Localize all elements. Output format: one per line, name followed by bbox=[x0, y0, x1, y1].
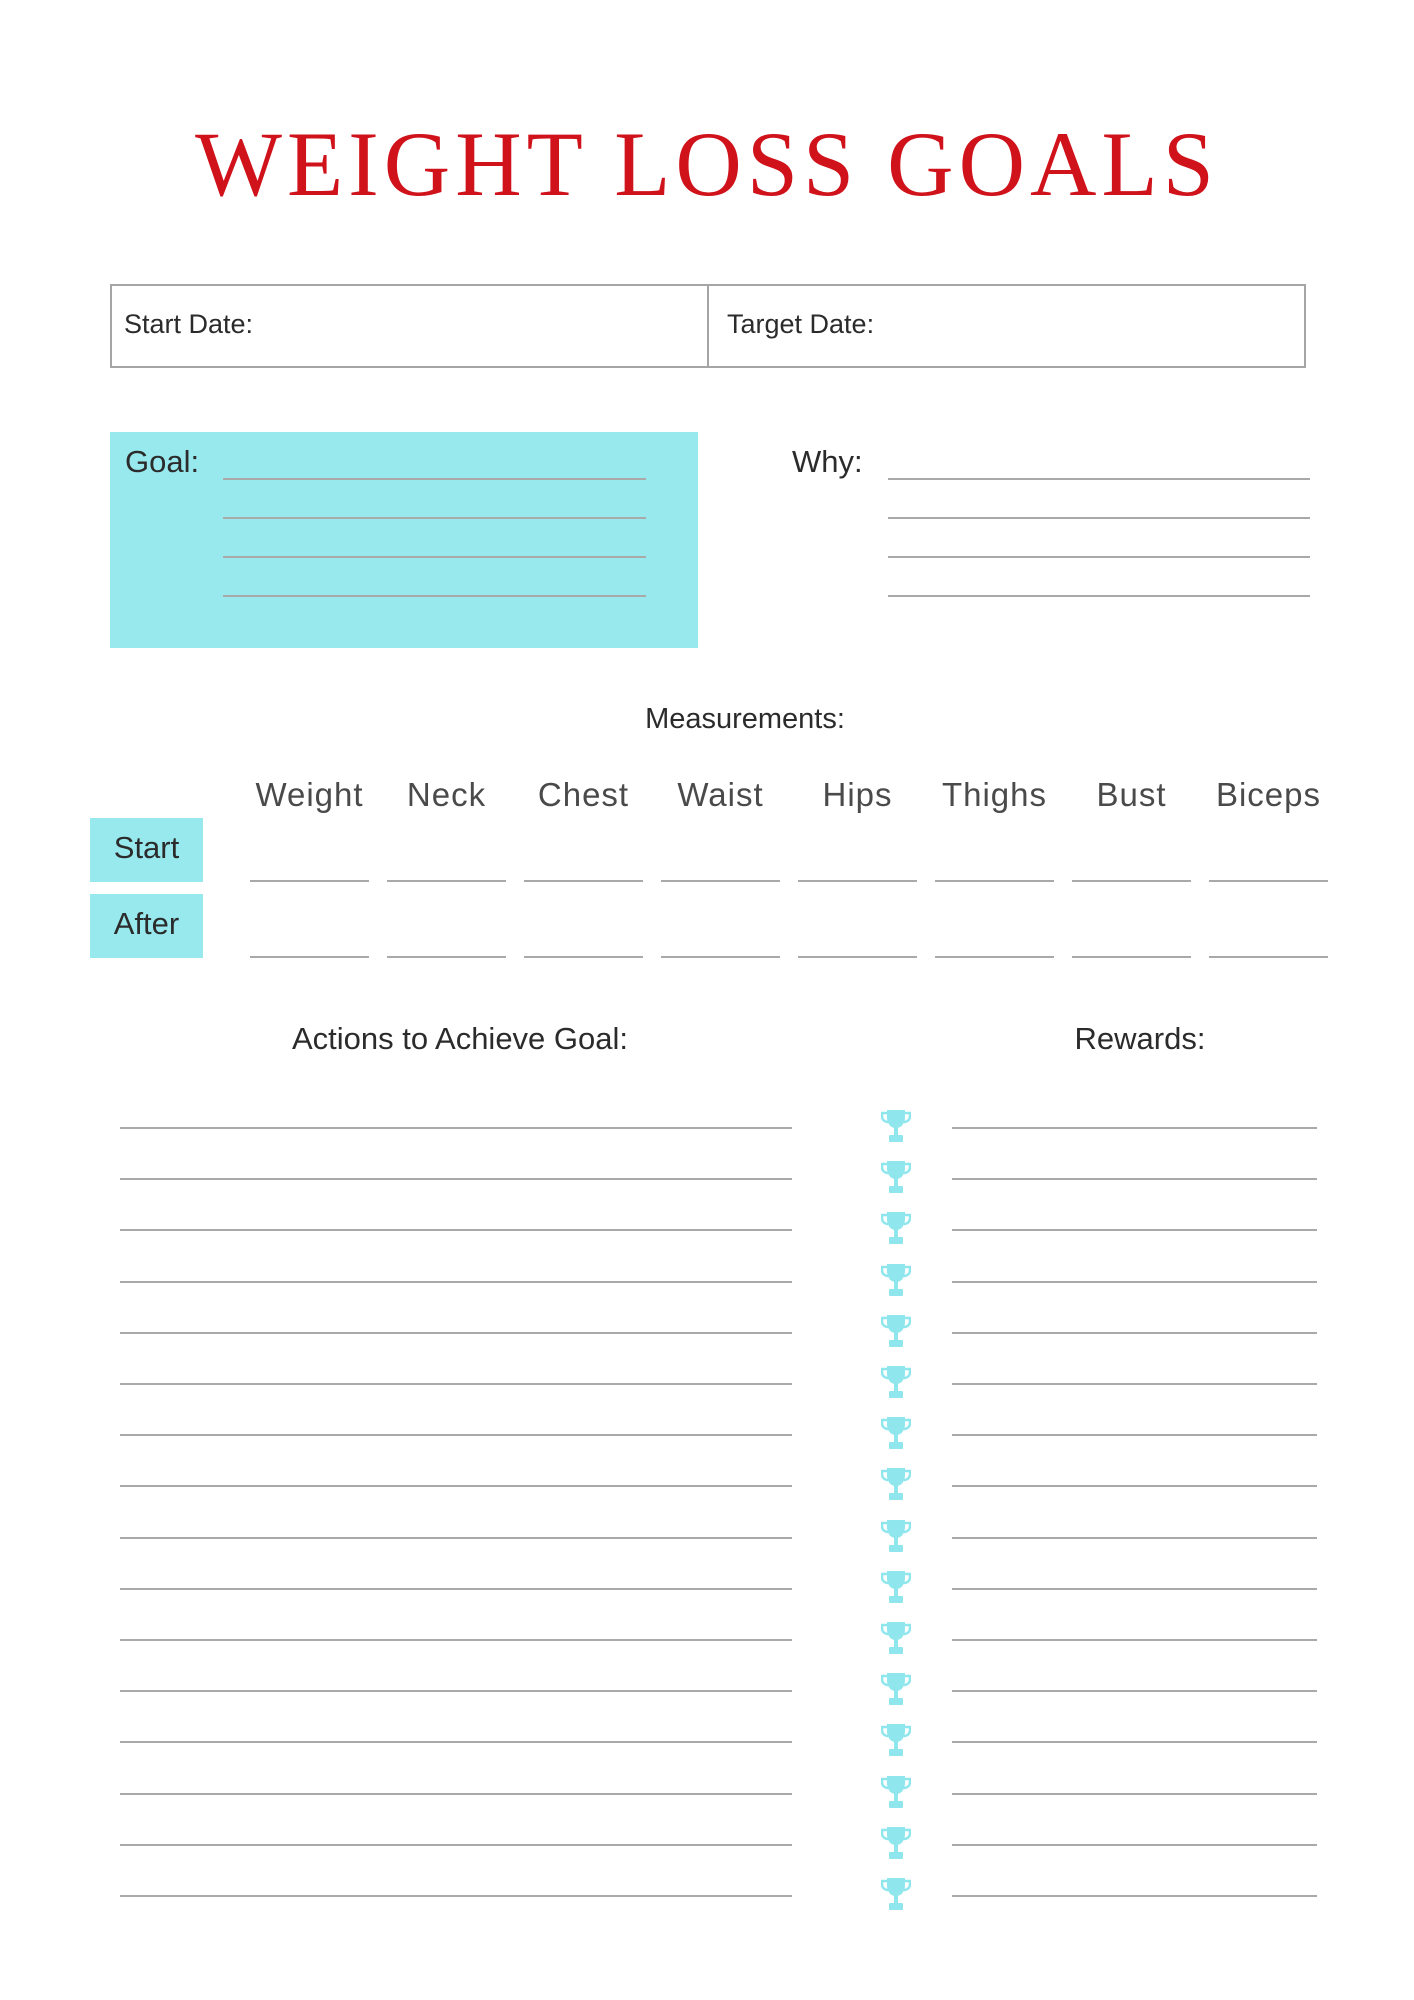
reward-line[interactable] bbox=[952, 1844, 1317, 1846]
action-line[interactable] bbox=[120, 1588, 792, 1590]
trophy-icon bbox=[881, 1466, 911, 1502]
reward-line[interactable] bbox=[952, 1895, 1317, 1897]
measure-start-thighs-field[interactable] bbox=[935, 880, 1054, 882]
trophy-icon bbox=[881, 1671, 911, 1707]
measure-after-hips-field[interactable] bbox=[798, 956, 917, 958]
measure-col-bust: Bust bbox=[1096, 776, 1167, 813]
measure-after-thighs-field[interactable] bbox=[935, 956, 1054, 958]
trophy-icon bbox=[881, 1774, 911, 1810]
action-line[interactable] bbox=[120, 1639, 792, 1641]
trophy-icon bbox=[881, 1825, 911, 1861]
trophy-icon bbox=[881, 1518, 911, 1554]
measure-after-waist-field[interactable] bbox=[661, 956, 780, 958]
why-line[interactable] bbox=[888, 517, 1310, 519]
reward-line[interactable] bbox=[952, 1178, 1317, 1180]
measure-after-weight-field[interactable] bbox=[250, 956, 369, 958]
why-line[interactable] bbox=[888, 556, 1310, 558]
date-divider bbox=[707, 286, 709, 366]
measure-col-thighs: Thighs bbox=[941, 776, 1048, 813]
measure-after-biceps-field[interactable] bbox=[1209, 956, 1328, 958]
measure-start-weight-field[interactable] bbox=[250, 880, 369, 882]
reward-line[interactable] bbox=[952, 1741, 1317, 1743]
measure-after-bust-field[interactable] bbox=[1072, 956, 1191, 958]
measure-col-chest: Chest bbox=[537, 776, 630, 813]
goal-line[interactable] bbox=[223, 595, 646, 597]
reward-line[interactable] bbox=[952, 1537, 1317, 1539]
measure-col-weight: Weight bbox=[255, 776, 364, 813]
action-line[interactable] bbox=[120, 1690, 792, 1692]
reward-line[interactable] bbox=[952, 1383, 1317, 1385]
goal-box bbox=[110, 432, 698, 648]
measure-start-bust-field[interactable] bbox=[1072, 880, 1191, 882]
measure-start-waist-field[interactable] bbox=[661, 880, 780, 882]
action-line[interactable] bbox=[120, 1383, 792, 1385]
action-line[interactable] bbox=[120, 1332, 792, 1334]
measure-after-chest-field[interactable] bbox=[524, 956, 643, 958]
trophy-icon bbox=[881, 1159, 911, 1195]
action-line[interactable] bbox=[120, 1485, 792, 1487]
reward-line[interactable] bbox=[952, 1588, 1317, 1590]
action-line[interactable] bbox=[120, 1281, 792, 1283]
action-line[interactable] bbox=[120, 1793, 792, 1795]
measure-start-biceps-field[interactable] bbox=[1209, 880, 1328, 882]
measure-row-start: Start bbox=[90, 818, 203, 882]
reward-line[interactable] bbox=[952, 1793, 1317, 1795]
goal-line[interactable] bbox=[223, 478, 646, 480]
start-date-label: Start Date: bbox=[124, 309, 254, 339]
trophy-icon bbox=[881, 1313, 911, 1349]
action-line[interactable] bbox=[120, 1178, 792, 1180]
trophy-icon bbox=[881, 1108, 911, 1144]
reward-line[interactable] bbox=[952, 1229, 1317, 1231]
action-line[interactable] bbox=[120, 1844, 792, 1846]
reward-line[interactable] bbox=[952, 1281, 1317, 1283]
target-date-label: Target Date: bbox=[727, 309, 875, 339]
trophy-icon bbox=[881, 1569, 911, 1605]
measure-col-biceps: Biceps bbox=[1215, 776, 1322, 813]
goal-line[interactable] bbox=[223, 556, 646, 558]
action-line[interactable] bbox=[120, 1127, 792, 1129]
measure-col-waist: Waist bbox=[677, 776, 764, 813]
actions-heading: Actions to Achieve Goal: bbox=[291, 1021, 629, 1056]
reward-line[interactable] bbox=[952, 1127, 1317, 1129]
action-line[interactable] bbox=[120, 1434, 792, 1436]
goal-line[interactable] bbox=[223, 517, 646, 519]
trophy-icon bbox=[881, 1262, 911, 1298]
goal-label: Goal: bbox=[125, 444, 200, 479]
trophy-icon bbox=[881, 1415, 911, 1451]
why-line[interactable] bbox=[888, 478, 1310, 480]
rewards-heading: Rewards: bbox=[1074, 1021, 1206, 1056]
trophy-icon bbox=[881, 1876, 911, 1912]
action-line[interactable] bbox=[120, 1537, 792, 1539]
measure-row-after: After bbox=[90, 894, 203, 958]
trophy-icon bbox=[881, 1620, 911, 1656]
page-title: WEIGHT LOSS GOALS bbox=[195, 113, 1219, 215]
date-box bbox=[110, 284, 1306, 368]
measure-start-hips-field[interactable] bbox=[798, 880, 917, 882]
why-line[interactable] bbox=[888, 595, 1310, 597]
action-line[interactable] bbox=[120, 1895, 792, 1897]
reward-line[interactable] bbox=[952, 1639, 1317, 1641]
trophy-icon bbox=[881, 1364, 911, 1400]
measure-start-chest-field[interactable] bbox=[524, 880, 643, 882]
trophy-icon bbox=[881, 1210, 911, 1246]
measure-col-hips: Hips bbox=[822, 776, 893, 813]
reward-line[interactable] bbox=[952, 1332, 1317, 1334]
trophy-icon bbox=[881, 1722, 911, 1758]
reward-line[interactable] bbox=[952, 1485, 1317, 1487]
measure-start-neck-field[interactable] bbox=[387, 880, 506, 882]
measurements-heading: Measurements: bbox=[645, 703, 845, 735]
measure-after-neck-field[interactable] bbox=[387, 956, 506, 958]
action-line[interactable] bbox=[120, 1741, 792, 1743]
measure-col-neck: Neck bbox=[406, 776, 487, 813]
reward-line[interactable] bbox=[952, 1690, 1317, 1692]
why-label: Why: bbox=[792, 444, 863, 479]
reward-line[interactable] bbox=[952, 1434, 1317, 1436]
action-line[interactable] bbox=[120, 1229, 792, 1231]
